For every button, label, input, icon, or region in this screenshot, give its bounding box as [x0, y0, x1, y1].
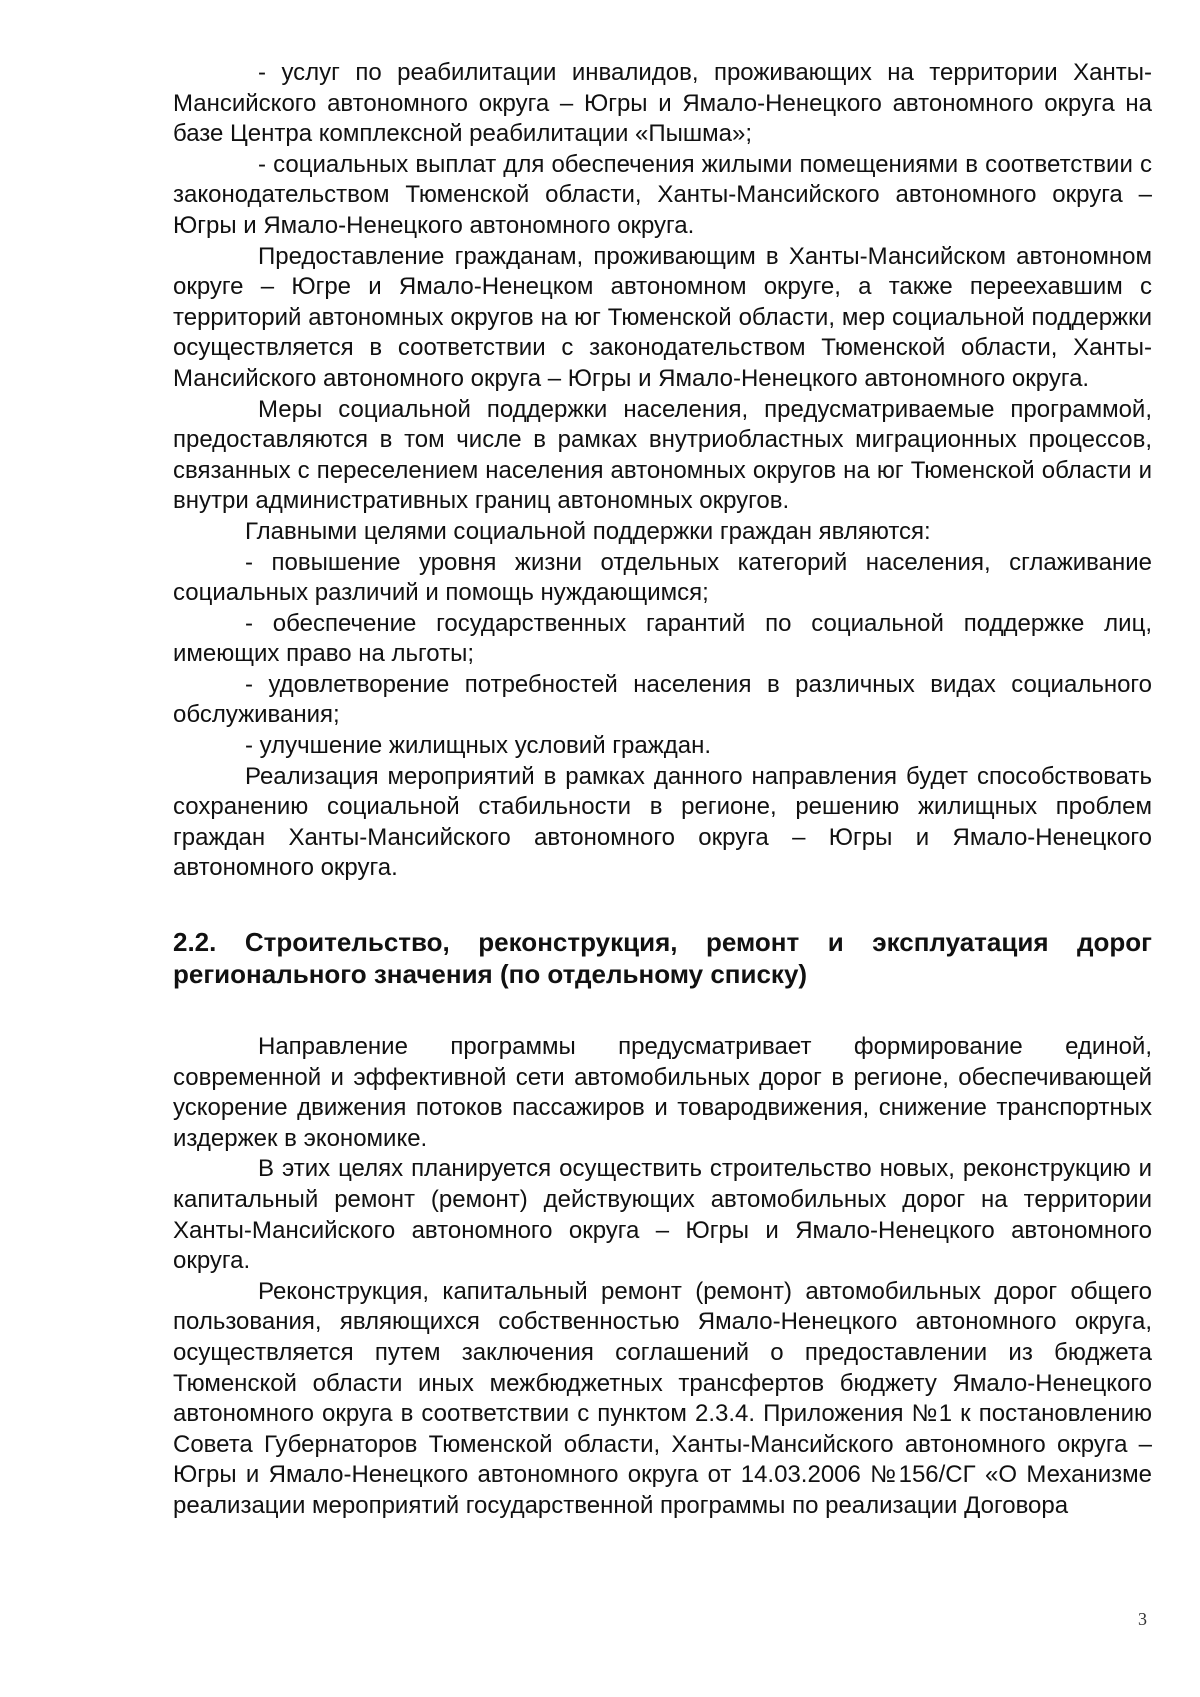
bottom-section [173, 1032, 1152, 1522]
paragraph: Главными целями социальной поддержки граждан являются: [245, 517, 931, 545]
list-item: - удовлетворение потребностей населения в различных видах социального обслуживания; [173, 670, 1152, 729]
document-page [173, 58, 1152, 1522]
paragraph: Реконструкция, капитальный ремонт (ремонт) автомобильных дорог общего пользования, являющихся собственностью Ямало-Ненецкого автономного округа, осуществляется путем заключения соглашений о предоставлении из бюджета Тюменской области иных межбюджетных трансфертов бюджету Ямало-Ненецкого автономного округа в соответствии с пунктом 2.3.4. Приложения №1 к постановлению Совета Губернаторов Тюменской области, Ханты-Мансийского автономного округа – Югры и Ямало-Ненецкого автономного округа от 14.03.2006 №156/СГ «О Механизме реализации мероприятий государственной программы по реализации Договора [173, 1277, 1152, 1519]
spacer [173, 990, 1152, 1032]
paragraph: Предоставление гражданам, проживающим в Ханты-Мансийском автономном округе – Югре и Ямало-Ненецком автономном округе, а также переехавшим с территорий автономных округов на юг Тюменской области, мер социальной поддержки осуществляется в соответствии с законодательством Тюменской области, Ханты-Мансийского автономного округа – Югры и Ямало-Ненецкого автономного округа. [173, 242, 1152, 392]
paragraph: Реализация мероприятий в рамках данного направления будет способствовать сохранению социальной стабильности в регионе, решению жилищных проблем граждан Ханты-Мансийского автономного округа – Югры и Ямало-Ненецкого автономного округа. [173, 762, 1152, 882]
list-item: - обеспечение государственных гарантий по социальной поддержке лиц, имеющих право на льготы; [173, 609, 1152, 668]
paragraph: Направление программы предусматривает формирование единой, современной и эффективной сети автомобильных дорог в регионе, обеспечивающей ускорение движения потоков пассажиров и товародвижения, снижение транспортных издержек в экономике. [173, 1033, 1152, 1152]
page-number: 3 [1138, 1609, 1147, 1629]
top-section [173, 58, 1152, 884]
paragraph: В этих целях планируется осуществить строительство новых, реконструкцию и капитальный ремонт (ремонт) действующих автомобильных дорог на территории Ханты-Мансийского автономного округа – Югры и Ямало-Ненецкого автономного округа. [173, 1155, 1152, 1275]
list-item: - повышение уровня жизни отдельных категорий населения, сглаживание социальных различий и помощь нуждающимся; [173, 548, 1152, 607]
list-item: - улучшение жилищных условий граждан. [245, 732, 712, 760]
paragraph: - социальных выплат для обеспечения жилыми помещениями в соответствии с законодательством Тюменской области, Ханты-Мансийского автономного округа – Югры и Ямало-Ненецкого автономного округа. [173, 150, 1152, 239]
paragraph: Меры социальной поддержки населения, предусматриваемые программой, предоставляются в том числе в рамках внутриобластных миграционных процессов, связанных с переселением населения автономных округов на юг Тюменской области и внутри административных границ автономных округов. [173, 395, 1152, 515]
paragraph: - услуг по реабилитации инвалидов, проживающих на территории Ханты-Мансийского автономного округа – Югры и Ямало-Ненецкого автономного округа на базе Центра комплексной реабилитации «Пышма»; [173, 59, 1152, 148]
section-heading: 2.2. Строительство, реконструкция, ремонт и эксплуатация дорог регионального значения (по отдельному списку) [173, 927, 1152, 990]
